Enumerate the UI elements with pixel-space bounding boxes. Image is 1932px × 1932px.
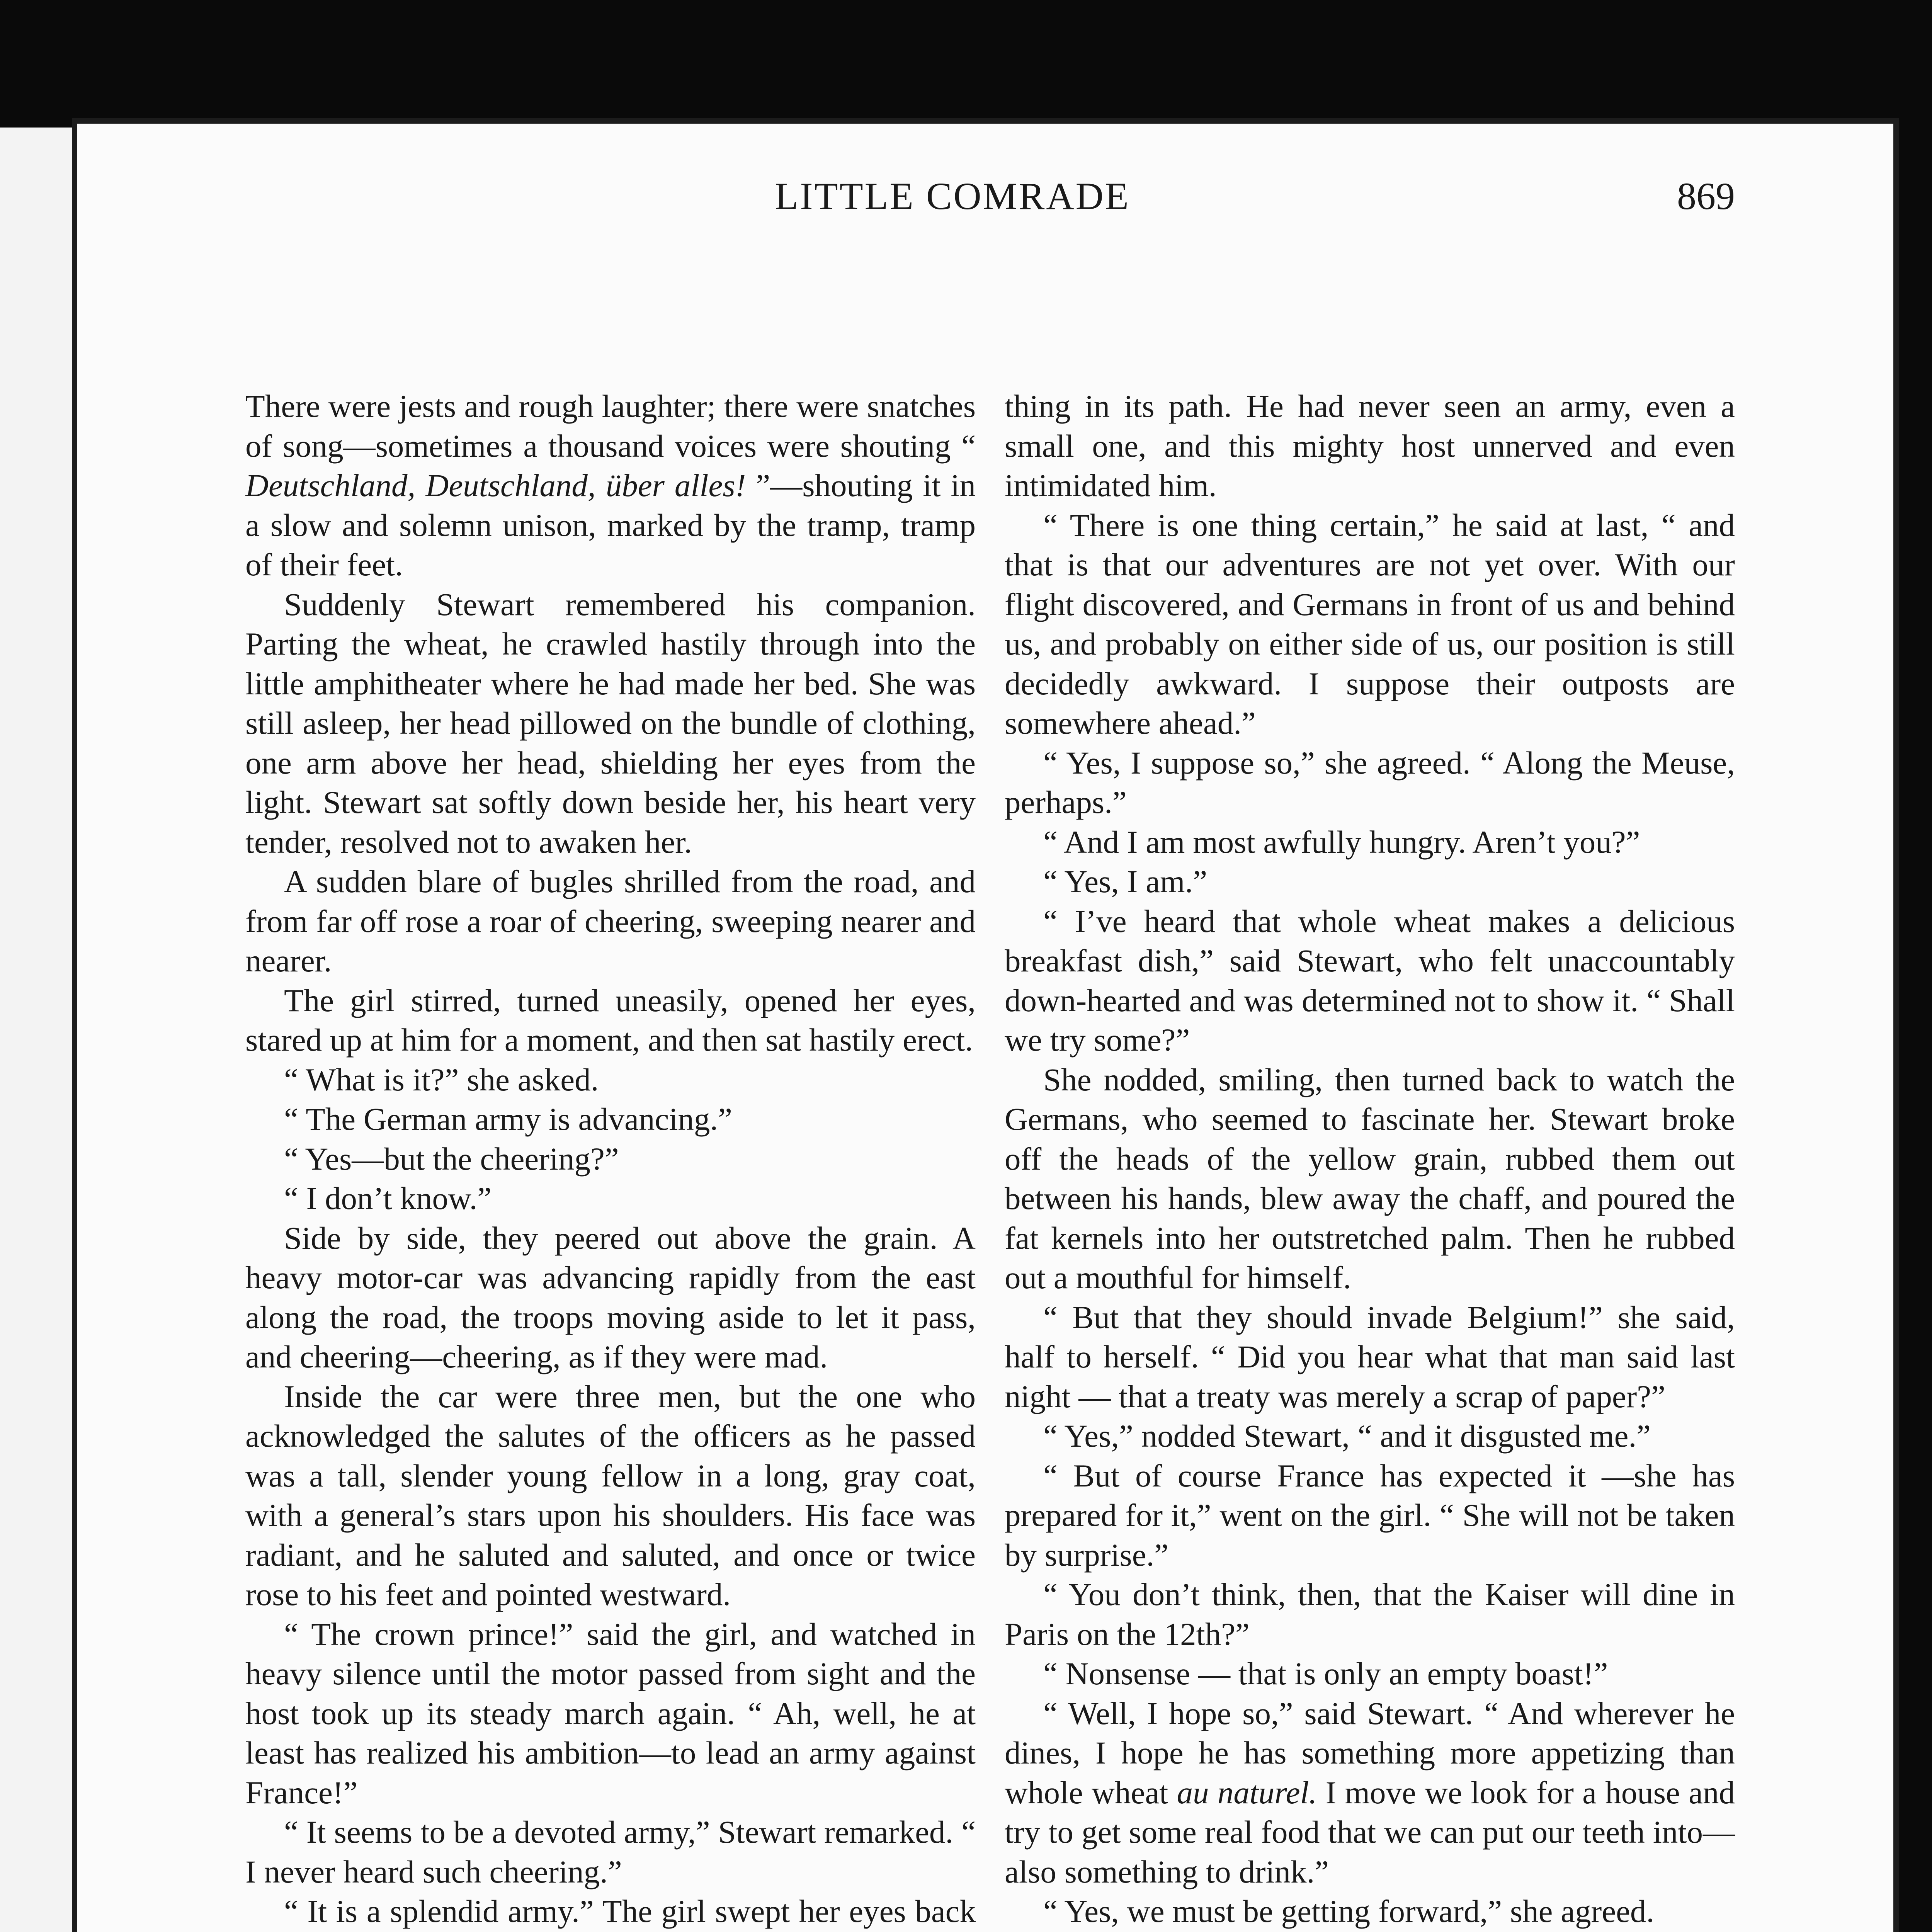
paragraph: “ It is a splendid army.” The girl swept her eyes back [284, 1893, 976, 1929]
paragraph: Side by side, they peered out above the grain. A heavy motor-car was advancing rapidly from the east along the road, the troops moving aside to let it pass, and cheering—cheering, as if they were mad. [245, 1220, 976, 1374]
text-column-right [1005, 386, 1735, 1932]
paragraph: She nodded, smiling, then turned back to watch the Germans, who seemed to fascinate her. Stewart broke off the heads of the yellow grain, rubbed them out between his hands, blew away the chaff, and poured the fat kernels into her outstretched palm. Then he rubbed out a mouthful for himself. [1005, 1061, 1735, 1295]
paragraph: “ I’ve heard that whole wheat makes a delicious breakfast dish,” said Stewart, who felt unaccountably down-hearted and was determined not to show it. “ Shall we try some?” [1005, 903, 1735, 1058]
paragraph: “ Yes, I am.” [1043, 864, 1208, 899]
paragraph: Suddenly Stewart remembered his companion. Parting the wheat, he crawled hastily through into the little amphitheater where he had made her bed. She was still asleep, her head pillowed on the bundle of clothing, one arm above her head, shielding her eyes from the light. Stewart sat softly down beside her, his heart very tender, resolved not to awaken her. [245, 586, 976, 860]
paragraph-text: I move we look for a house and try to get some real food that we can put our teeth into—also something to drink.” [1005, 1774, 1735, 1889]
paragraph: “ The German army is advancing.” [284, 1101, 733, 1137]
paragraph: “ There is one thing certain,” he said at last, “ and that is that our adventures are not yet over. With our flight discovered, and Germans in front of us and behind us, and probably on either side of us, our position is still decidedly awkward. I suppose their outposts are somewhere ahead.” [1005, 507, 1735, 741]
paragraph: “ And I am most awfully hungry. Aren’t you?” [1043, 824, 1640, 860]
paragraph-text: ”—shouting it in a slow and solemn unison, marked by the tramp, tramp of their feet. [245, 468, 976, 582]
paragraph: “ Yes—but the cheering?” [284, 1141, 619, 1177]
paragraph: thing in its path. He had never seen an army, even a small one, and this mighty host unnerved and even intimidated him. [1005, 388, 1735, 503]
paragraph: “ Yes, we must be getting forward,” she agreed. [1043, 1893, 1655, 1929]
paragraph: “ It seems to be a devoted army,” Stewart remarked. “ I never heard such cheering.” [245, 1814, 976, 1889]
italic-phrase: au naturel. [1177, 1774, 1317, 1810]
page-header [170, 174, 1735, 236]
paragraph: A sudden blare of bugles shrilled from the road, and from far off rose a roar of cheering, sweeping nearer and nearer. [245, 864, 976, 978]
paragraph-text: “ Well, I hope so,” said Stewart. “ And wherever he dines, I hope he has something more appetizing than whole wheat [1005, 1695, 1735, 1810]
paragraph [245, 386, 976, 585]
paragraph: “ Nonsense — that is only an empty boast!” [1043, 1656, 1608, 1691]
paragraph: Inside the car were three men, but the one who acknowledged the salutes of the officers as he passed was a tall, slender young fellow in a long, gray coat, with a general’s stars upon his shoulders. His face was radiant, and he saluted and saluted, and once or twice rose to his feet and pointed westward. [245, 1378, 976, 1612]
paragraph: “ The crown prince!” said the girl, and watched in heavy silence until the motor passed from sight and the host took up its steady march again. “ Ah, well, he at least has realized his ambition—to lead an army against France!” [245, 1616, 976, 1810]
paragraph [1005, 1694, 1735, 1892]
paragraph: The girl stirred, turned uneasily, opened her eyes, stared up at him for a moment, and then sat hastily erect. [245, 982, 976, 1058]
running-title: LITTLE COMRADE [775, 175, 1130, 218]
italic-quote: Deutschland, Deutschland, über alles! [245, 468, 746, 503]
paragraph: “ You don’t think, then, that the Kaiser will dine in Paris on the 12th?” [1005, 1577, 1735, 1652]
paragraph: “ I don’t know.” [284, 1180, 492, 1216]
paragraph: “ But that they should invade Belgium!” she said, half to herself. “ Did you hear what that man said last night — that a treaty was merely a scrap of paper?” [1005, 1299, 1735, 1414]
page-number: 869 [1677, 175, 1735, 218]
paragraph: “ Yes,” nodded Stewart, “ and it disgusted me.” [1043, 1418, 1651, 1454]
paragraph-text: There were jests and rough laughter; there were snatches of song—sometimes a thousand voices were shouting “ [245, 388, 976, 464]
text-column-left [245, 386, 976, 1932]
paragraph: “ But of course France has expected it —she has prepared for it,” went on the girl. “ She will not be taken by surprise.” [1005, 1458, 1735, 1573]
paragraph: “ Yes, I suppose so,” she agreed. “ Along the Meuse, perhaps.” [1005, 745, 1735, 820]
paragraph: “ What is it?” she asked. [284, 1061, 599, 1097]
